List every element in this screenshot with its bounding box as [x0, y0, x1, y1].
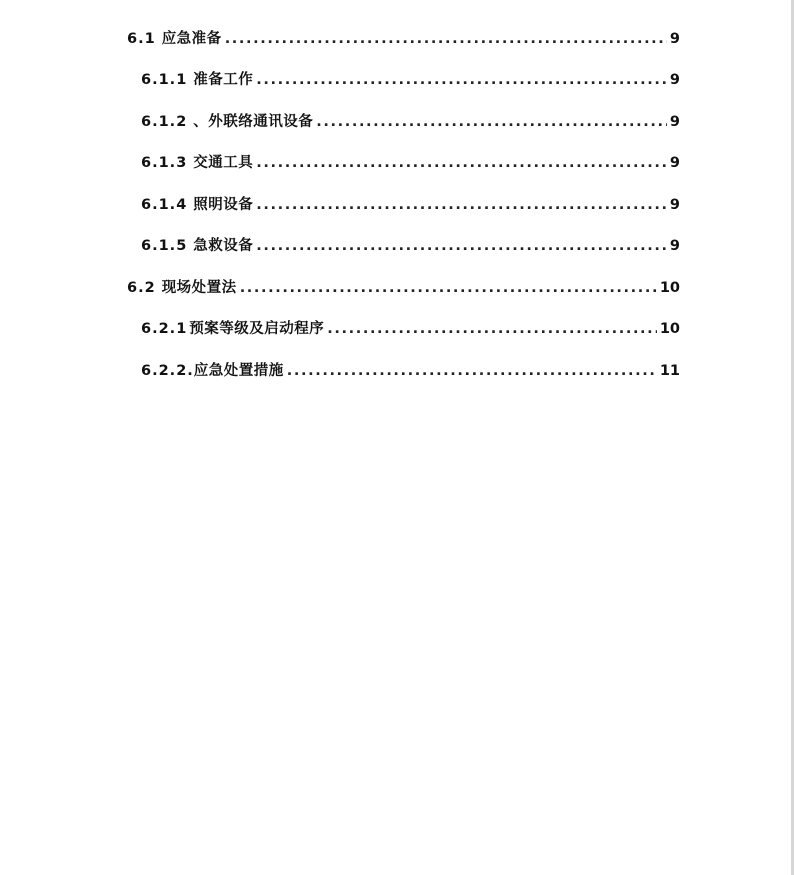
toc-entry-6-1-4[interactable]: [141, 193, 680, 217]
toc-dot-leader: [240, 276, 657, 300]
toc-entry-6-2-2[interactable]: [141, 359, 680, 383]
toc-dot-leader: [225, 27, 667, 51]
toc-entry-page: 9: [669, 31, 680, 47]
toc-entry-page: 9: [669, 72, 680, 88]
toc-entry-title: 交通工具: [193, 155, 254, 171]
toc-dot-leader: [316, 110, 667, 134]
toc-entry-page: 9: [669, 114, 680, 130]
toc-dot-leader: [256, 193, 667, 217]
toc-entry-title: 、外联络通讯设备: [193, 114, 314, 130]
toc-entry-number: 6.2: [127, 280, 156, 296]
toc-entry-number: 6.1.1: [141, 72, 188, 88]
toc-entry-title: 照明设备: [193, 197, 254, 213]
toc-dot-leader: [327, 317, 657, 341]
toc-entry-6-1-2[interactable]: [141, 110, 680, 134]
toc-entry-6-1-5[interactable]: [141, 234, 680, 258]
toc-entry-number: 6.1.4: [141, 197, 188, 213]
toc-dot-leader: [256, 234, 667, 258]
toc-entry-6-2-1[interactable]: [141, 317, 680, 341]
toc-entry-title: 应急处置措施: [193, 363, 284, 379]
toc-entry-6-1-3[interactable]: [141, 151, 680, 175]
toc-entry-page: 9: [669, 197, 680, 213]
toc-entry-number: 6.2.2.: [141, 363, 194, 379]
toc-entry-number: 6.1.2: [141, 114, 188, 130]
toc-entry-page: 9: [669, 155, 680, 171]
toc-entry-number: 6.2.1: [141, 321, 188, 337]
toc-entry-page: 9: [669, 238, 680, 254]
toc-dot-leader: [256, 68, 667, 92]
toc-dot-leader: [287, 359, 657, 383]
toc-entry-title: 准备工作: [193, 72, 254, 88]
toc-entry-page: 10: [659, 280, 680, 296]
toc-entry-6-1[interactable]: [127, 27, 680, 51]
toc-entry-title: 现场处置法: [161, 280, 237, 296]
toc-entry-page: 11: [659, 363, 680, 379]
toc-entry-number: 6.1.5: [141, 238, 188, 254]
toc-entry-page: 10: [659, 321, 680, 337]
toc-entry-6-2[interactable]: [127, 276, 680, 300]
toc-entry-number: 6.1: [127, 31, 156, 47]
toc-entry-6-1-1[interactable]: [141, 68, 680, 92]
toc-entry-title: 预案等级及启动程序: [189, 321, 325, 337]
toc-dot-leader: [256, 151, 667, 175]
toc-entry-title: 应急准备: [161, 31, 222, 47]
toc-entry-title: 急救设备: [193, 238, 254, 254]
toc-entry-number: 6.1.3: [141, 155, 188, 171]
